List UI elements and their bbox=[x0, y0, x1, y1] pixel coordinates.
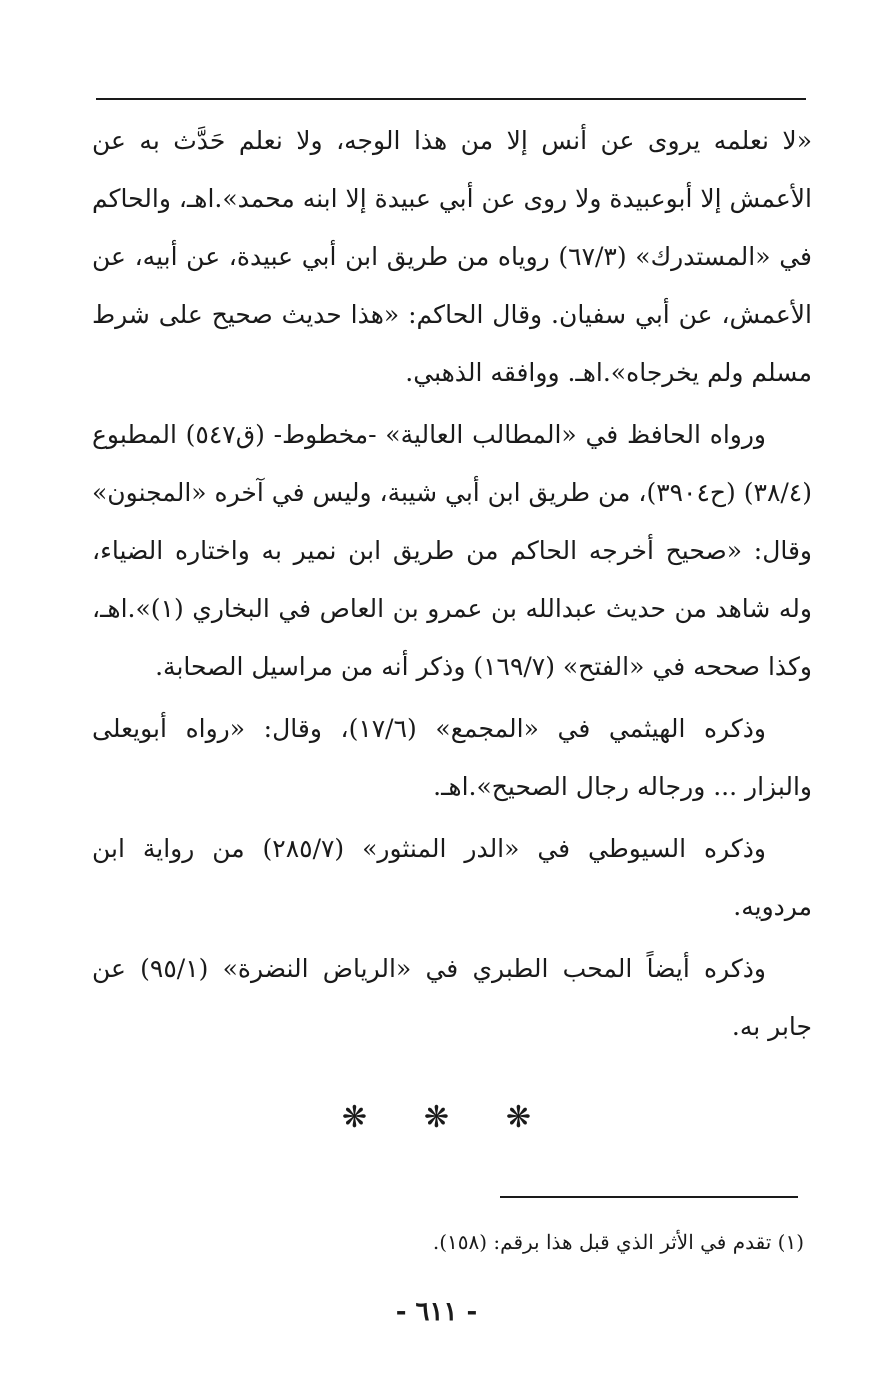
separator-star: ❋ bbox=[341, 1100, 368, 1135]
footnote: (١) تقدم في الأثر الذي قبل هذا برقم: (١٥٨). bbox=[432, 1230, 804, 1254]
main-text bbox=[92, 112, 812, 1056]
page-number: - ٦١١ - bbox=[395, 1297, 478, 1327]
footnote-rule bbox=[500, 1196, 798, 1198]
paragraph-4: وذكره السيوطي في «الدر المنثور» (٢٨٥/٧) من رواية ابن مردويه. bbox=[92, 834, 812, 921]
paragraph-2: ورواه الحافظ في «المطالب العالية» -مخطوط- (ق٥٤٧) المطبوع (٣٨/٤) (ح٣٩٠٤)، من طريق ابن أبي شيبة، وليس في آخره «المجنون» وقال: «صحيح أخرجه الحاكم من طريق ابن نمير به واختاره الضياء، وله شاهد من حديث عبدالله بن عمرو بن العاص في البخاري (١)».اهـ، وكذا صححه في «الفتح» (١٦٩/٧) وذكر أنه من مراسيل الصحابة. bbox=[92, 420, 812, 681]
paragraph-1: «لا نعلمه يروى عن أنس إلا من هذا الوجه، ولا نعلم حَدَّث به عن الأعمش إلا أبوعبيدة ولا روى عن أبي عبيدة إلا ابنه محمد».اهـ، والحاكم في «المستدرك» (٦٧/٣) روياه من طريق ابن أبي عبيدة، عن أبيه، عن الأعمش، عن أبي سفيان. وقال الحاكم: «هذا حديث صحيح على شرط مسلم ولم يخرجاه».اهـ. ووافقه الذهبي. bbox=[92, 126, 812, 387]
separator-star: ❋ bbox=[423, 1100, 450, 1135]
section-separator bbox=[0, 1098, 873, 1138]
header-rule bbox=[96, 98, 806, 100]
paragraph-3: وذكره الهيثمي في «المجمع» (١٧/٦)، وقال: «رواه أبويعلى والبزار ... ورجاله رجال الصحيح».اهـ. bbox=[92, 714, 812, 801]
separator-star: ❋ bbox=[505, 1100, 532, 1135]
paragraph-5: وذكره أيضاً المحب الطبري في «الرياض النضرة» (٩٥/١) عن جابر به. bbox=[92, 954, 812, 1041]
